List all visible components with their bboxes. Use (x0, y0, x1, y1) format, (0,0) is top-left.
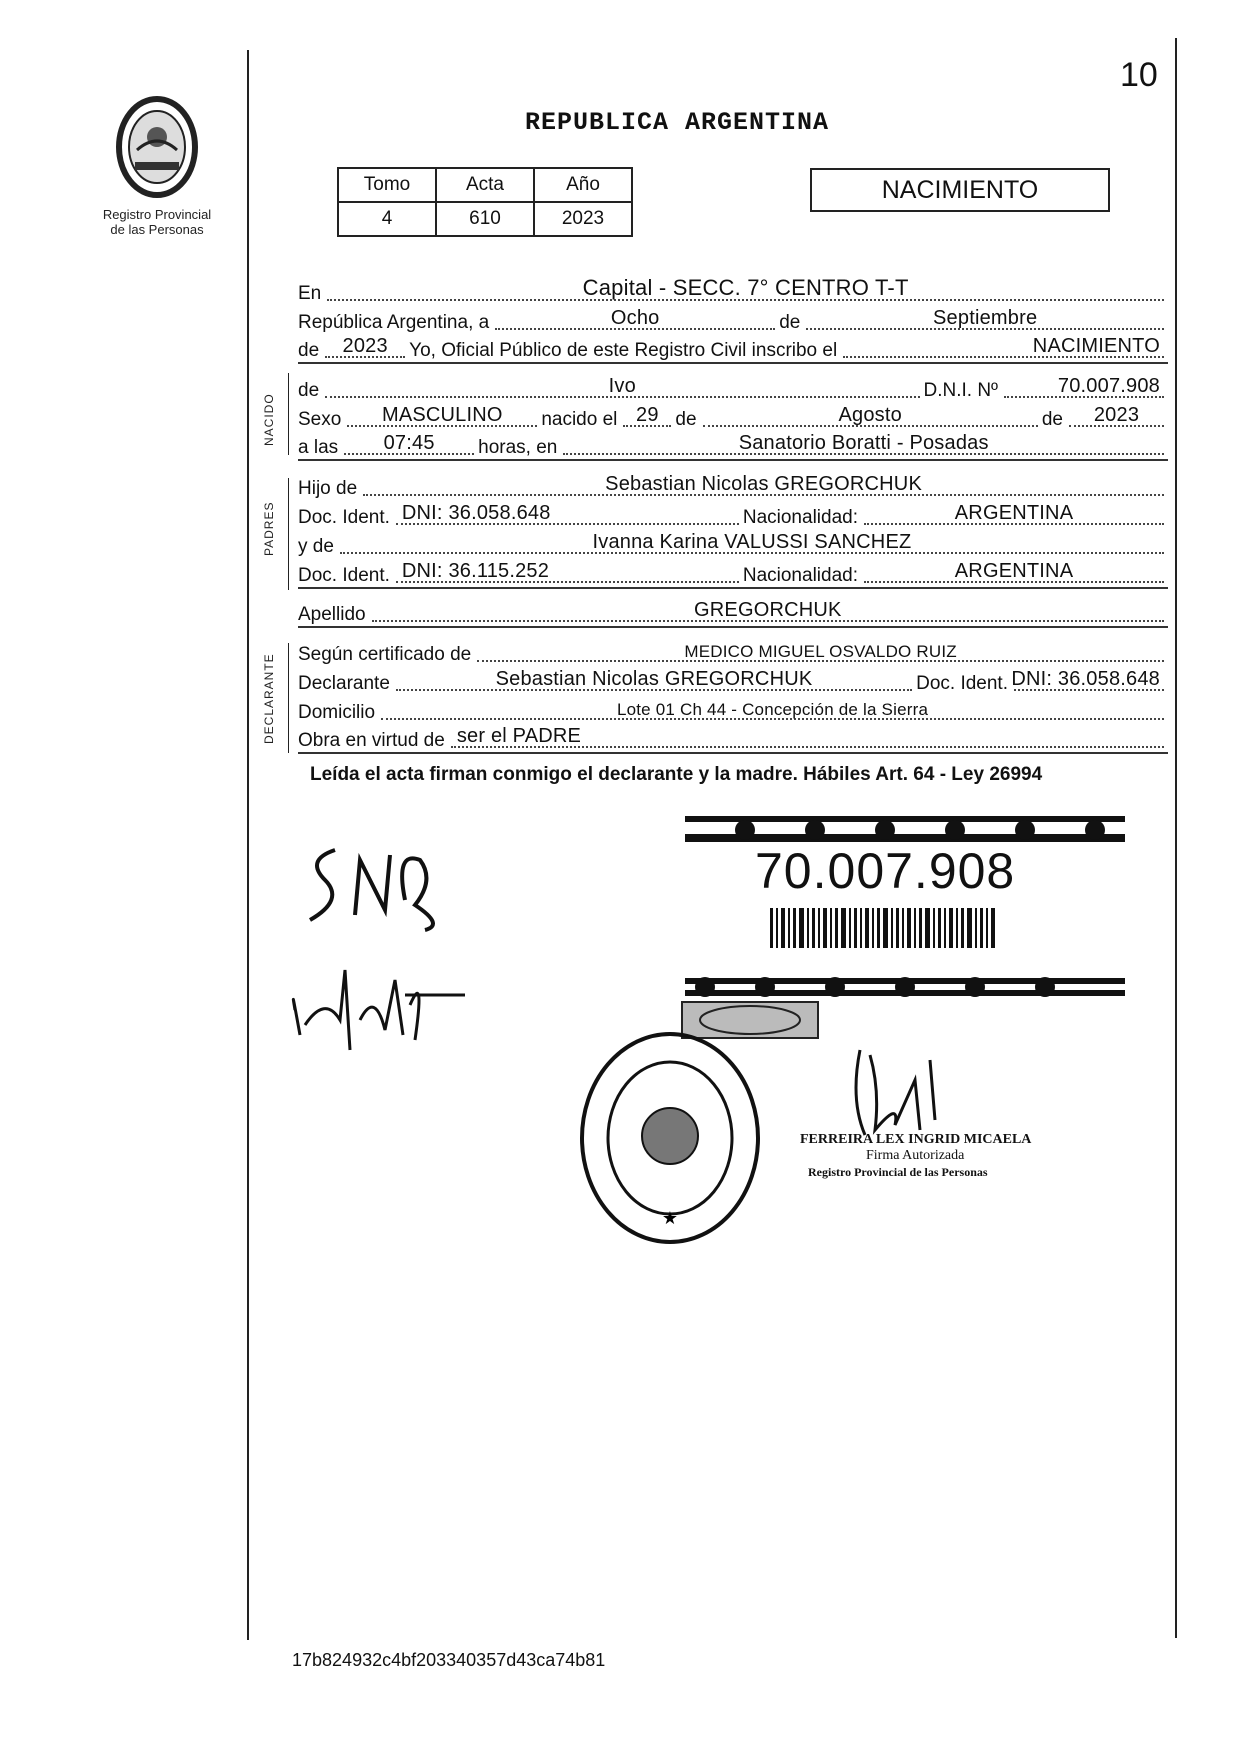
label-apellido: Apellido (298, 604, 366, 625)
label-de-nombre: de (298, 380, 320, 401)
label-doc-ident-declarante: Doc. Ident. (916, 673, 1008, 694)
value-mes-inscripcion: Septiembre (933, 307, 1038, 329)
label-doc-ident-madre: Doc. Ident. (298, 565, 390, 586)
value-padre: Sebastian Nicolas GREGORCHUK (605, 473, 922, 495)
right-margin-line (1175, 38, 1177, 1638)
label-horas-en: horas, en (478, 437, 558, 458)
label-a-las: a las (298, 437, 339, 458)
row-certificado (298, 638, 1168, 666)
label-de-anio-nac: de (1041, 409, 1063, 430)
row-padre-doc (298, 501, 1168, 529)
row-inscribo (298, 334, 1168, 364)
record-table (337, 167, 633, 237)
value-doc-padre: DNI: 36.058.648 (401, 502, 551, 524)
barcode-icon (770, 908, 1000, 948)
side-label-declarante: DECLARANTE (262, 653, 276, 744)
label-de: de (779, 312, 801, 333)
value-tomo: 4 (338, 202, 436, 236)
official-role: Firma Autorizada (866, 1148, 965, 1163)
label-hijo-de: Hijo de (298, 478, 358, 499)
value-apellido: GREGORCHUK (694, 599, 842, 621)
value-nombre: Ivo (608, 375, 636, 397)
value-tipo-inscripcion: NACIMIENTO (1032, 335, 1160, 357)
bracket-padres (288, 478, 289, 590)
side-label-nacido: NACIDO (262, 393, 276, 446)
side-label-padres: PADRES (262, 501, 276, 556)
row-madre (298, 530, 1168, 558)
value-anio-nacimiento: 2023 (1093, 404, 1140, 426)
official-office: Registro Provincial de las Personas (808, 1165, 988, 1179)
document-title: REPUBLICA ARGENTINA (525, 108, 830, 137)
official-signature-block (800, 1132, 1031, 1180)
label-en: En (298, 283, 322, 304)
label-sexo: Sexo (298, 409, 342, 430)
value-sexo: MASCULINO (381, 404, 503, 426)
value-dni: 70.007.908 (1057, 375, 1160, 397)
declarant-signature-icon (295, 830, 455, 940)
value-declarante: Sebastian Nicolas GREGORCHUK (495, 668, 813, 690)
row-declarante (298, 667, 1168, 695)
value-anio: 2023 (534, 202, 632, 236)
row-nombre (298, 374, 1168, 402)
value-obra: ser el PADRE (456, 725, 582, 747)
row-apellido (298, 598, 1168, 628)
label-nacido-el: nacido el (541, 409, 618, 430)
value-acta: 610 (436, 202, 534, 236)
row-sexo (298, 403, 1168, 431)
label-declarante: Declarante (298, 673, 390, 694)
label-dni: D.N.I. Nº (923, 380, 998, 401)
row-hora (298, 431, 1168, 461)
header-tomo: Tomo (338, 168, 436, 202)
value-doc-madre: DNI: 36.115.252 (401, 560, 550, 582)
value-domicilio: Lote 01 Ch 44 - Concepción de la Sierra (616, 700, 929, 719)
closing-note: Leída el acta firman conmigo el declarante y la madre. Hábiles Art. 64 - Ley 26994 (310, 764, 1043, 785)
row-domicilio (298, 696, 1168, 724)
security-pattern-bottom (685, 972, 1125, 1000)
value-madre: Ivanna Karina VALUSSI SANCHEZ (592, 531, 912, 553)
value-doc-declarante: DNI: 36.058.648 (1011, 668, 1160, 690)
header-anio: Año (534, 168, 632, 202)
value-nac-madre: ARGENTINA (954, 560, 1074, 582)
header-acta: Acta (436, 168, 534, 202)
row-en (298, 277, 1168, 305)
logo-caption-2: de las Personas (110, 222, 204, 237)
label-de-anio: de (298, 340, 320, 361)
document-hash: 17b824932c4bf203340357d43ca74b81 (292, 1650, 606, 1670)
value-anio-inscripcion: 2023 (342, 335, 388, 357)
barcode-number: 70.007.908 (755, 843, 1016, 899)
left-margin-line (247, 50, 249, 1640)
mother-signature-icon (285, 950, 475, 1060)
value-lugar-inscripcion: Capital - SECC. 7° CENTRO T-T (582, 275, 909, 300)
value-dia-inscripcion: Ocho (610, 307, 660, 329)
row-fecha (298, 306, 1168, 334)
row-madre-doc (298, 559, 1168, 589)
label-segun-certificado: Según certificado de (298, 644, 472, 665)
label-de-mes: de (675, 409, 697, 430)
province-seal-icon (107, 92, 207, 202)
bracket-declarante (288, 643, 289, 753)
value-mes-nacimiento: Agosto (838, 404, 902, 426)
record-type-box: NACIMIENTO (810, 168, 1110, 212)
official-name: FERREIRA LEX INGRID MICAELA (800, 1132, 1032, 1147)
registry-logo (92, 92, 222, 237)
label-obra-en-virtud: Obra en virtud de (298, 730, 445, 751)
label-nacionalidad-padre: Nacionalidad: (742, 507, 858, 528)
value-hora: 07:45 (383, 432, 435, 454)
logo-caption-1: Registro Provincial (102, 207, 212, 222)
page-number: 10 (1120, 56, 1158, 94)
label-republica: República Argentina, a (298, 312, 490, 333)
value-lugar-nacimiento: Sanatorio Boratti - Posadas (738, 432, 989, 454)
official-signature-icon (840, 1040, 960, 1140)
registry-stamp-icon (575, 1028, 765, 1248)
bracket-nacido (288, 373, 289, 455)
row-obra (298, 724, 1168, 754)
value-nac-padre: ARGENTINA (954, 502, 1074, 524)
label-doc-ident-padre: Doc. Ident. (298, 507, 390, 528)
label-domicilio: Domicilio (298, 702, 376, 723)
value-dia-nacimiento: 29 (636, 404, 659, 426)
row-padre (298, 472, 1168, 500)
label-nacionalidad-madre: Nacionalidad: (742, 565, 858, 586)
svg-text:★: ★ (661, 1208, 679, 1228)
label-y-de: y de (298, 536, 334, 557)
value-certificado: MEDICO MIGUEL OSVALDO RUIZ (684, 642, 957, 661)
label-inscribo: Yo, Oficial Público de este Registro Civil inscribo el (409, 340, 838, 361)
